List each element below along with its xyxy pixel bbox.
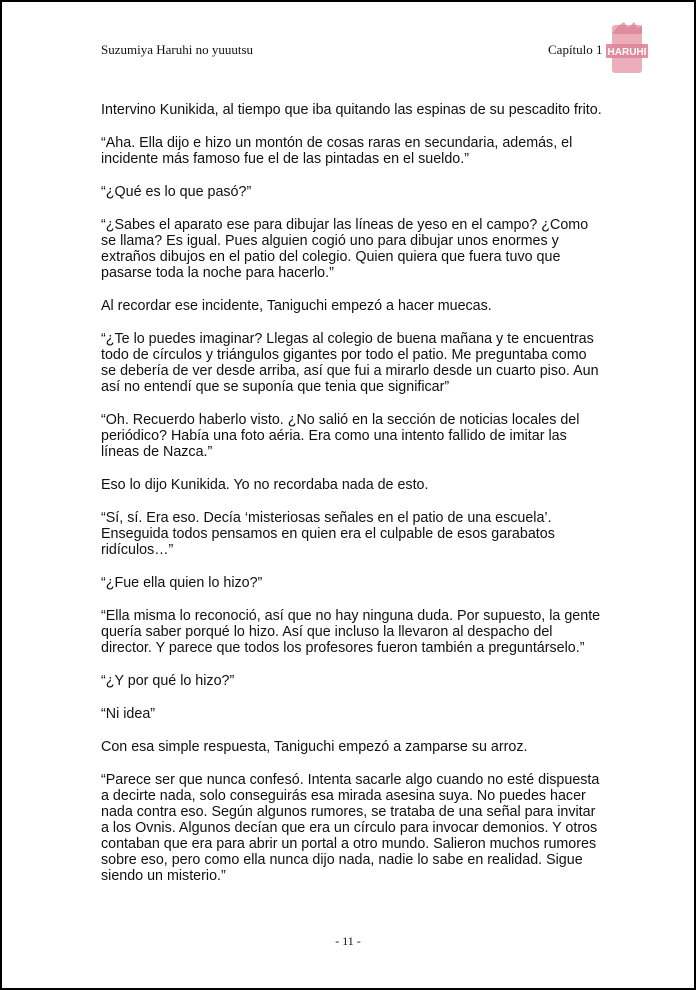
paragraph: Al recordar ese incidente, Taniguchi empezó a hacer muecas. bbox=[101, 298, 492, 314]
paragraph: “¿Sabes el aparato ese para dibujar las líneas de yeso en el campo? ¿Como se llama? Es igual. Pues alguien cogió uno para dibujar unos enormes y extraños dibujos en el patio del colegio. Quien quiera que fuera tuvo que pasarse toda la noche para hacerlo.” bbox=[101, 217, 589, 281]
paragraph: “Ni idea” bbox=[101, 706, 156, 722]
paragraph: “Oh. Recuerdo haberlo visto. ¿No salió en la sección de noticias locales del periódico? Había una foto aéria. Era como una intento fallido de imitar las líneas de Nazca.” bbox=[101, 412, 580, 460]
paragraph: “Ella misma lo reconoció, así que no hay ninguna duda. Por supuesto, la gente quería saber porqué lo hizo. Así que incluso la llevaron al despacho del director. Y parece que todos los profesores fueron también a preguntárselo.” bbox=[101, 608, 601, 656]
paragraph: Eso lo dijo Kunikida. Yo no recordaba nada de esto. bbox=[101, 477, 429, 493]
running-header-chapter: Capítulo 1 bbox=[548, 42, 603, 57]
paragraph: “Aha. Ella dijo e hizo un montón de cosas raras en secundaria, además, el incidente más famoso fue el de las pintadas en el sueldo.” bbox=[101, 135, 573, 167]
paragraph: Intervino Kunikida, al tiempo que iba quitando las espinas de su pescadito frito. bbox=[101, 102, 602, 118]
logo-text: HARUHI bbox=[607, 47, 647, 58]
paragraph: “Parece ser que nunca confesó. Intenta sacarle algo cuando no esté dispuesta a decirte nada, solo conseguirás esa mirada asesina suya. No puedes hacer nada contra eso. Según algunos rumores, se trataba de una señal para invitar a los Ovnis. Algunos decían que era un círculo para invocar demonios. Y otros contaban que era para abrir un portal a otro mundo. Salieron muchos rumores sobre eso, pero como ella nunca dijo nada, nadie lo sabe en realidad. Sigue siendo un misterio.” bbox=[101, 772, 600, 884]
paragraph: “¿Y por qué lo hizo?” bbox=[101, 673, 235, 689]
running-header-title: Suzumiya Haruhi no yuuutsu bbox=[101, 42, 254, 57]
paragraph: “¿Qué es lo que pasó?” bbox=[101, 184, 252, 200]
haruhi-logo bbox=[606, 22, 648, 76]
paragraph: “¿Fue ella quien lo hizo?” bbox=[101, 575, 263, 591]
body-text bbox=[101, 102, 603, 901]
page-number: - 11 - bbox=[335, 934, 361, 948]
paragraph: Con esa simple respuesta, Taniguchi empezó a zamparse su arroz. bbox=[101, 739, 528, 755]
paragraph: “¿Te lo puedes imaginar? Llegas al colegio de buena mañana y te encuentras todo de círculos y triángulos gigantes por todo el patio. Me preguntaba como se debería de ver desde arriba, así que fui a mirarlo desde un cuarto piso. Aun así no entendí que se suponía que tenia que significar” bbox=[101, 331, 599, 395]
paragraph: “Sí, sí. Era eso. Decía ‘misteriosas señales en el patio de una escuela’. Enseguida todos pensamos en quien era el culpable de esos garabatos ridículos…” bbox=[101, 510, 555, 558]
